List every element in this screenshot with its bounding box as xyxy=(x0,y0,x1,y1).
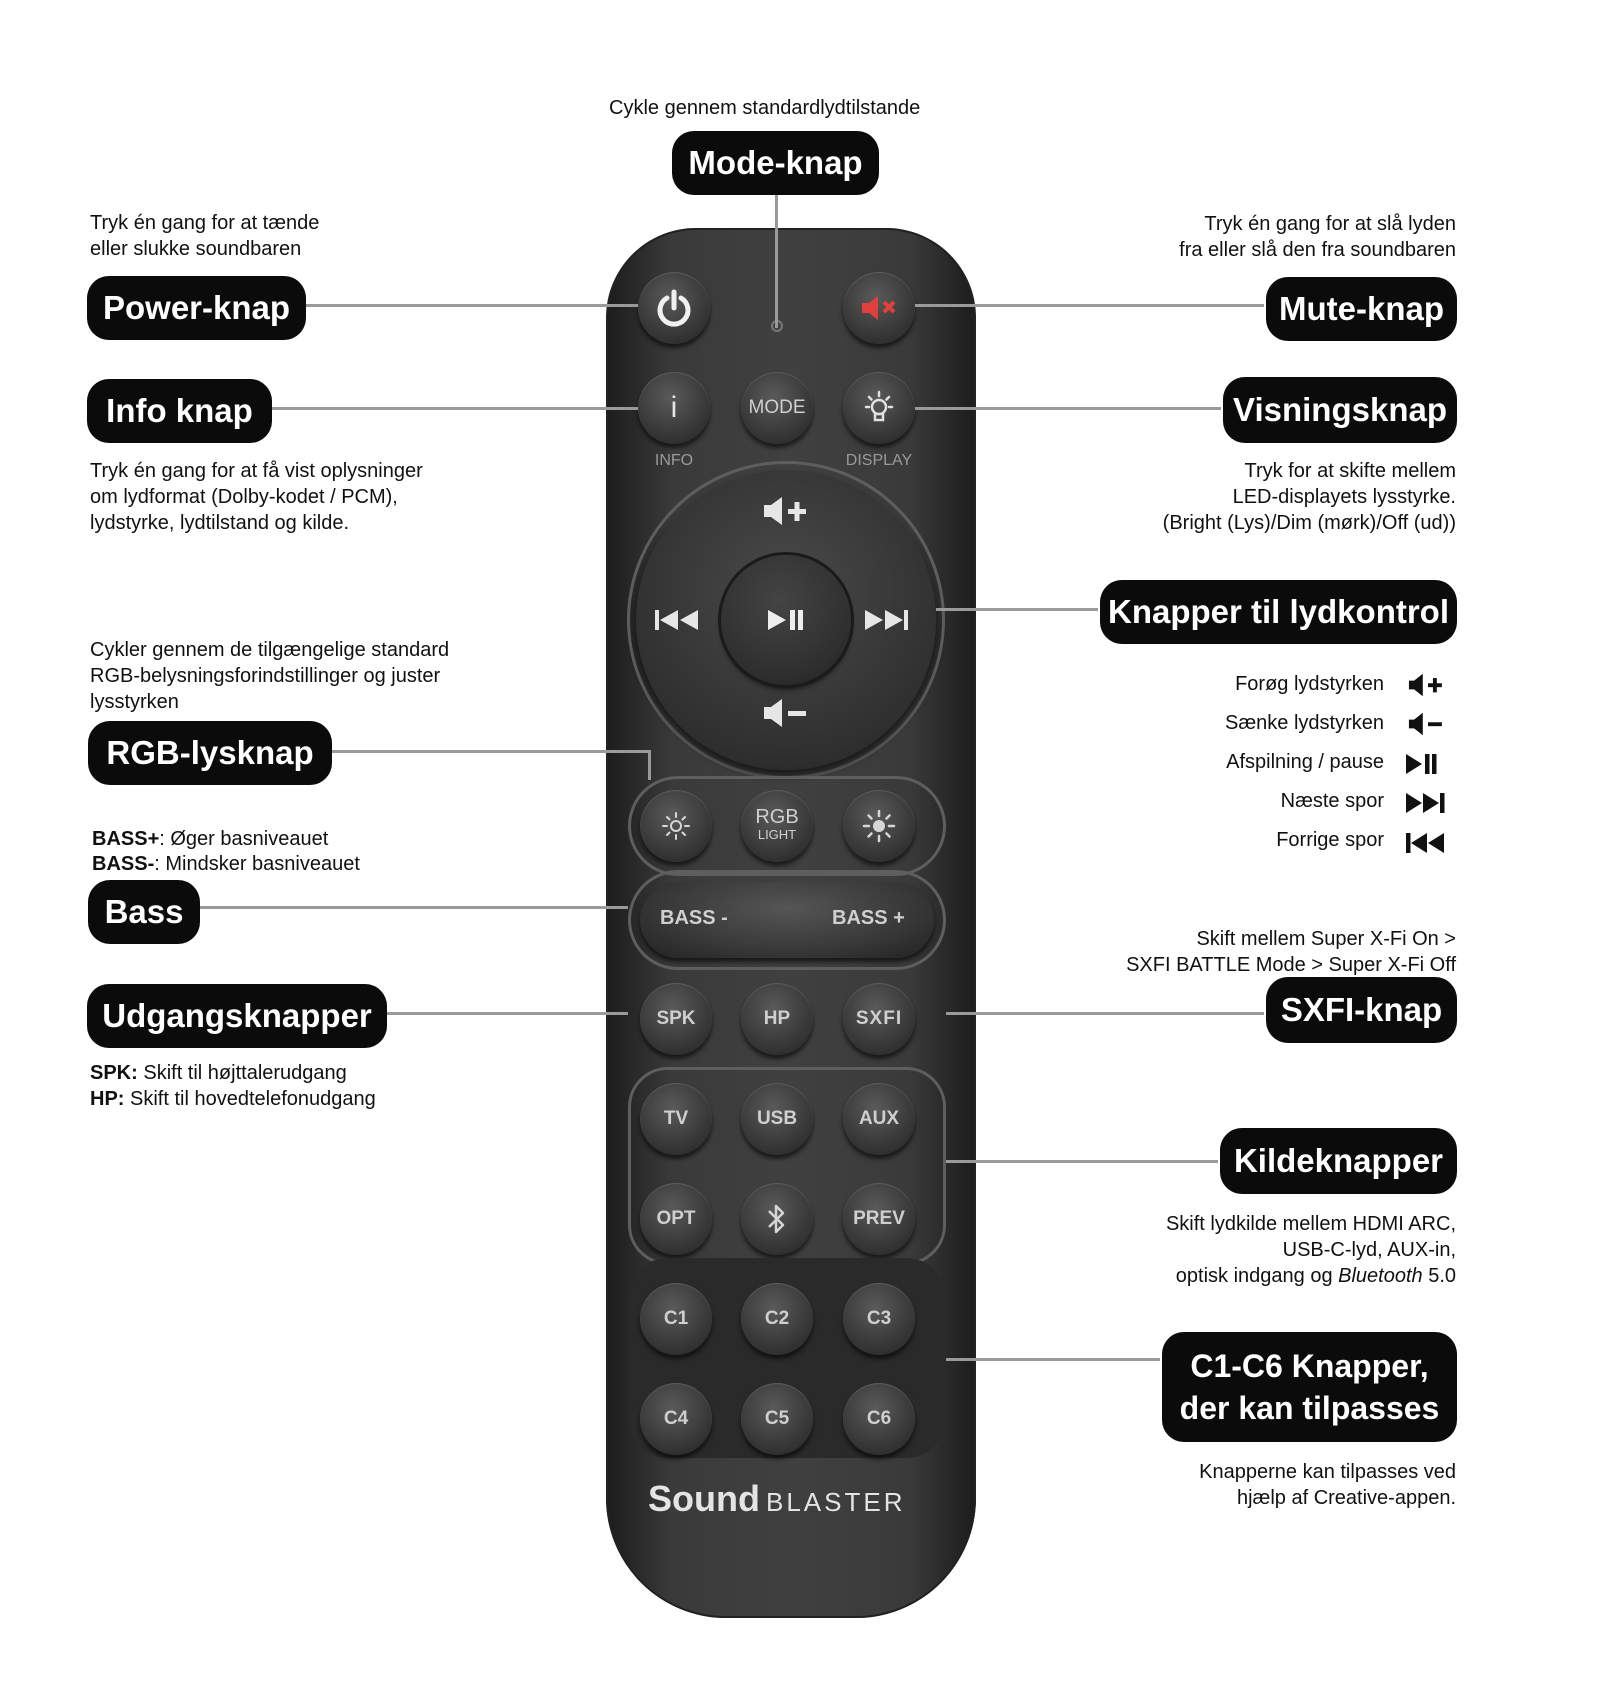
output-hp-text: Skift til hovedtelefonudgang xyxy=(124,1088,376,1110)
output-spk-description xyxy=(90,1060,347,1086)
leader-audio xyxy=(936,608,1098,611)
rgb-light-button[interactable] xyxy=(741,790,813,862)
custom-buttons-label xyxy=(1162,1332,1457,1442)
info-caption: INFO xyxy=(654,452,694,469)
leader-power xyxy=(302,304,638,307)
play-pause-icon xyxy=(1404,751,1452,777)
rgb-description-line2: RGB-belysningsforindstillinger og juster xyxy=(90,665,441,687)
rgb-brightness-up-button[interactable] xyxy=(843,790,915,862)
legend-play-pause-label: Afspilning / pause xyxy=(1226,751,1384,773)
custom-description-line2: hjælp af Creative-appen. xyxy=(1236,1487,1456,1509)
previous-track-icon xyxy=(654,608,700,632)
output-hp-key: HP: xyxy=(90,1088,125,1110)
mute-icon xyxy=(859,293,899,323)
c4-button[interactable]: C4 xyxy=(640,1383,712,1455)
c6-button[interactable]: C6 xyxy=(843,1383,915,1455)
leader-sxfi xyxy=(946,1012,1264,1015)
info-description-line3: lydstyrke, lydtilstand og kilde. xyxy=(90,512,350,534)
leader-source xyxy=(946,1160,1218,1163)
source-line3-a: optisk indgang og xyxy=(1175,1265,1339,1287)
legend-volume-down-label: Sænke lydstyrken xyxy=(1225,712,1384,734)
legend-volume-up-label: Forøg lydstyrken xyxy=(1235,673,1384,695)
sun-small-icon xyxy=(659,809,693,843)
source-label: Kildeknapper xyxy=(1220,1128,1457,1194)
sxfi-label: SXFI-knap xyxy=(1266,977,1457,1043)
source-description-line3 xyxy=(1176,1263,1456,1289)
bass-minus-text: : Mindsker basniveauet xyxy=(154,853,360,875)
info-description-line2: om lydformat (Dolby-kodet / PCM), xyxy=(90,486,398,508)
source-line3-c: 5.0 xyxy=(1422,1265,1456,1287)
rgb-brightness-down-button[interactable] xyxy=(640,790,712,862)
lightbulb-icon xyxy=(859,388,899,428)
aux-button[interactable]: AUX xyxy=(843,1083,915,1155)
info-button[interactable] xyxy=(638,372,710,444)
custom-label-line2: der kan tilpasses xyxy=(1179,1390,1440,1426)
custom-label-line1: C1-C6 Knapper, xyxy=(1190,1348,1429,1384)
mode-button[interactable]: MODE xyxy=(741,372,813,444)
leader-info xyxy=(268,407,638,410)
sxfi-description-line1: Skift mellem Super X-Fi On > xyxy=(1196,928,1456,950)
brand-logo xyxy=(648,1478,938,1520)
leader-rgb-b xyxy=(648,750,651,780)
opt-button[interactable]: OPT xyxy=(640,1183,712,1255)
power-description-line2: eller slukke soundbaren xyxy=(90,238,302,260)
leader-output xyxy=(386,1012,628,1015)
leader-mute xyxy=(915,304,1264,307)
bass-minus-key: BASS- xyxy=(92,853,155,875)
display-description-line3: (Bright (Lys)/Dim (mørk)/Off (ud)) xyxy=(1162,512,1456,534)
leader-custom xyxy=(946,1358,1160,1361)
next-track-button[interactable] xyxy=(857,597,915,643)
brand-sound: Sound xyxy=(648,1478,760,1519)
source-line3-bluetooth: Bluetooth xyxy=(1338,1265,1423,1287)
volume-up-button[interactable] xyxy=(751,488,821,534)
previous-track-icon xyxy=(1404,830,1452,856)
info-icon: i xyxy=(670,391,678,424)
rgb-light-label-bottom: LIGHT xyxy=(757,827,797,842)
c3-button[interactable]: C3 xyxy=(843,1283,915,1355)
display-description-line1: Tryk for at skifte mellem xyxy=(1244,460,1456,482)
tv-button[interactable]: TV xyxy=(640,1083,712,1155)
power-label: Power-knap xyxy=(87,276,306,340)
bluetooth-icon xyxy=(765,1201,789,1237)
mute-button[interactable] xyxy=(843,272,915,344)
previous-track-button[interactable] xyxy=(648,597,706,643)
mute-label: Mute-knap xyxy=(1266,277,1457,341)
mode-description: Cykle gennem standardlydtilstande xyxy=(609,97,921,119)
volume-up-icon xyxy=(1404,672,1452,698)
sxfi-description-line2: SXFI BATTLE Mode > Super X-Fi Off xyxy=(1126,954,1456,976)
leader-bass xyxy=(198,906,628,909)
bass-plus-button[interactable]: BASS + xyxy=(832,907,905,929)
next-track-icon xyxy=(1404,790,1452,816)
mode-label: Mode-knap xyxy=(672,131,879,195)
leader-rgb-a xyxy=(330,750,650,753)
c5-button[interactable]: C5 xyxy=(741,1383,813,1455)
display-button[interactable] xyxy=(843,372,915,444)
info-description-line1: Tryk én gang for at få vist oplysninger xyxy=(90,460,423,482)
display-label: Visningsknap xyxy=(1223,377,1457,443)
volume-up-icon xyxy=(762,494,810,528)
play-pause-icon xyxy=(766,608,806,632)
output-label: Udgangsknapper xyxy=(87,984,387,1048)
hp-button[interactable]: HP xyxy=(741,983,813,1055)
output-spk-key: SPK: xyxy=(90,1062,138,1084)
bass-plus-text: : Øger basniveauet xyxy=(159,828,329,850)
bass-minus-description xyxy=(92,851,360,877)
sun-large-icon xyxy=(861,808,897,844)
display-caption: DISPLAY xyxy=(845,452,913,469)
output-hp-description xyxy=(90,1086,376,1112)
bass-plus-key: BASS+ xyxy=(92,828,160,850)
custom-description-line1: Knapperne kan tilpasses ved xyxy=(1199,1461,1456,1483)
legend-previous-track-label: Forrige spor xyxy=(1276,829,1384,851)
c1-button[interactable]: C1 xyxy=(640,1283,712,1355)
display-description-line2: LED-displayets lysstyrke. xyxy=(1232,486,1456,508)
brand-blaster: BLASTER xyxy=(765,1487,906,1517)
source-description-line1: Skift lydkilde mellem HDMI ARC, xyxy=(1165,1213,1456,1235)
bass-minus-button[interactable]: BASS - xyxy=(660,907,728,929)
bass-plus-description xyxy=(92,826,328,852)
mute-description-line2: fra eller slå den fra soundbaren xyxy=(1179,239,1456,261)
rgb-description-line3: lysstyrken xyxy=(90,691,179,713)
prev-button[interactable]: PREV xyxy=(843,1183,915,1255)
c2-button[interactable]: C2 xyxy=(741,1283,813,1355)
sxfi-button[interactable]: SXFI xyxy=(843,983,915,1055)
volume-down-icon xyxy=(1404,711,1452,737)
rgb-label: RGB-lysknap xyxy=(88,721,332,785)
legend-next-track-label: Næste spor xyxy=(1280,790,1384,812)
power-button[interactable] xyxy=(638,272,710,344)
source-description-line2: USB-C-lyd, AUX-in, xyxy=(1282,1239,1456,1261)
audio-control-label: Knapper til lydkontrol xyxy=(1100,580,1457,644)
power-description-line1: Tryk én gang for at tænde xyxy=(90,212,320,234)
bass-label: Bass xyxy=(88,880,200,944)
leader-display xyxy=(915,407,1221,410)
leader-mode xyxy=(775,192,778,328)
mute-description-line1: Tryk én gang for at slå lyden xyxy=(1204,213,1456,235)
spk-button[interactable]: SPK xyxy=(640,983,712,1055)
volume-down-button[interactable] xyxy=(751,690,821,736)
next-track-icon xyxy=(863,608,909,632)
volume-down-icon xyxy=(762,696,810,730)
rgb-description-line1: Cykler gennem de tilgængelige standard xyxy=(90,639,450,661)
usb-button[interactable]: USB xyxy=(741,1083,813,1155)
power-icon xyxy=(654,288,694,328)
bluetooth-button[interactable] xyxy=(741,1183,813,1255)
output-spk-text: Skift til højttalerudgang xyxy=(137,1062,347,1084)
play-pause-glyph xyxy=(756,605,816,635)
info-label: Info knap xyxy=(87,379,272,443)
rgb-light-label-top: RGB xyxy=(755,806,799,828)
